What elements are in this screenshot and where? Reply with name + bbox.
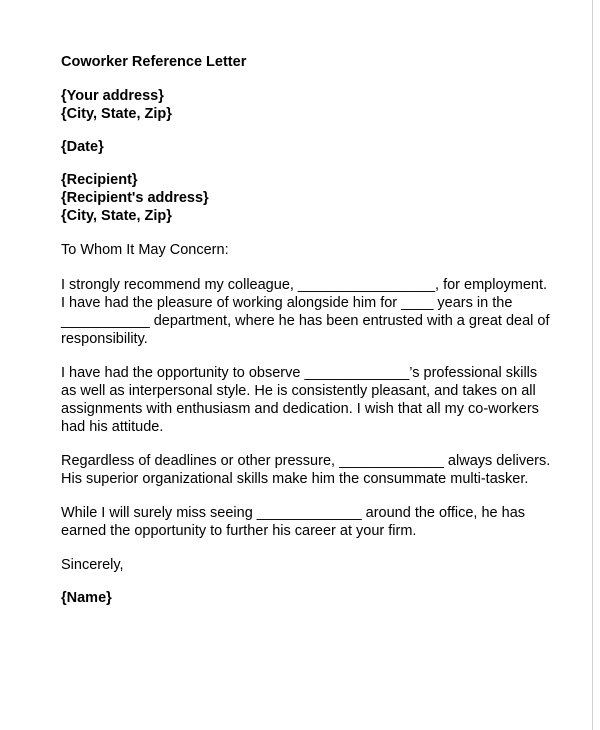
closing: Sincerely, — [61, 557, 124, 573]
sender-address-block — [61, 87, 551, 123]
salutation: To Whom It May Concern: — [61, 242, 229, 258]
signature-name: {Name} — [61, 590, 112, 606]
paragraph-deadlines: Regardless of deadlines or other pressure, _____________ always delivers. His superior organizational skills make him the consummate multi-tasker. — [61, 453, 551, 487]
letter-date: {Date} — [61, 139, 104, 155]
recipient-block — [61, 171, 551, 225]
paragraph-recommendation: I strongly recommend my colleague, _________________, for employment. I have had the pleasure of working alongside him for ____ years in the ___________ department, where he has been entrusted with a great deal of responsibility. — [61, 277, 550, 347]
paragraph-skills: I have had the opportunity to observe _____________’s professional skills as well as interpersonal style. He is consistently pleasant, and takes on all assignments with enthusiasm and dedication. I wish that all my co-workers had his attitude. — [61, 365, 539, 435]
letter-body — [61, 53, 551, 607]
date-block — [61, 138, 551, 156]
recipient-address: {Recipient's address} — [61, 190, 209, 206]
paragraph-farewell: While I will surely miss seeing _____________ around the office, he has earned the opportunity to further his career at your firm. — [61, 505, 526, 539]
recipient-city-state-zip: {City, State, Zip} — [61, 208, 172, 224]
recipient-name: {Recipient} — [61, 172, 138, 188]
letter-title: Coworker Reference Letter — [61, 54, 247, 70]
sender-city-state-zip: {City, State, Zip} — [61, 106, 172, 122]
sender-address: {Your address} — [61, 88, 164, 104]
